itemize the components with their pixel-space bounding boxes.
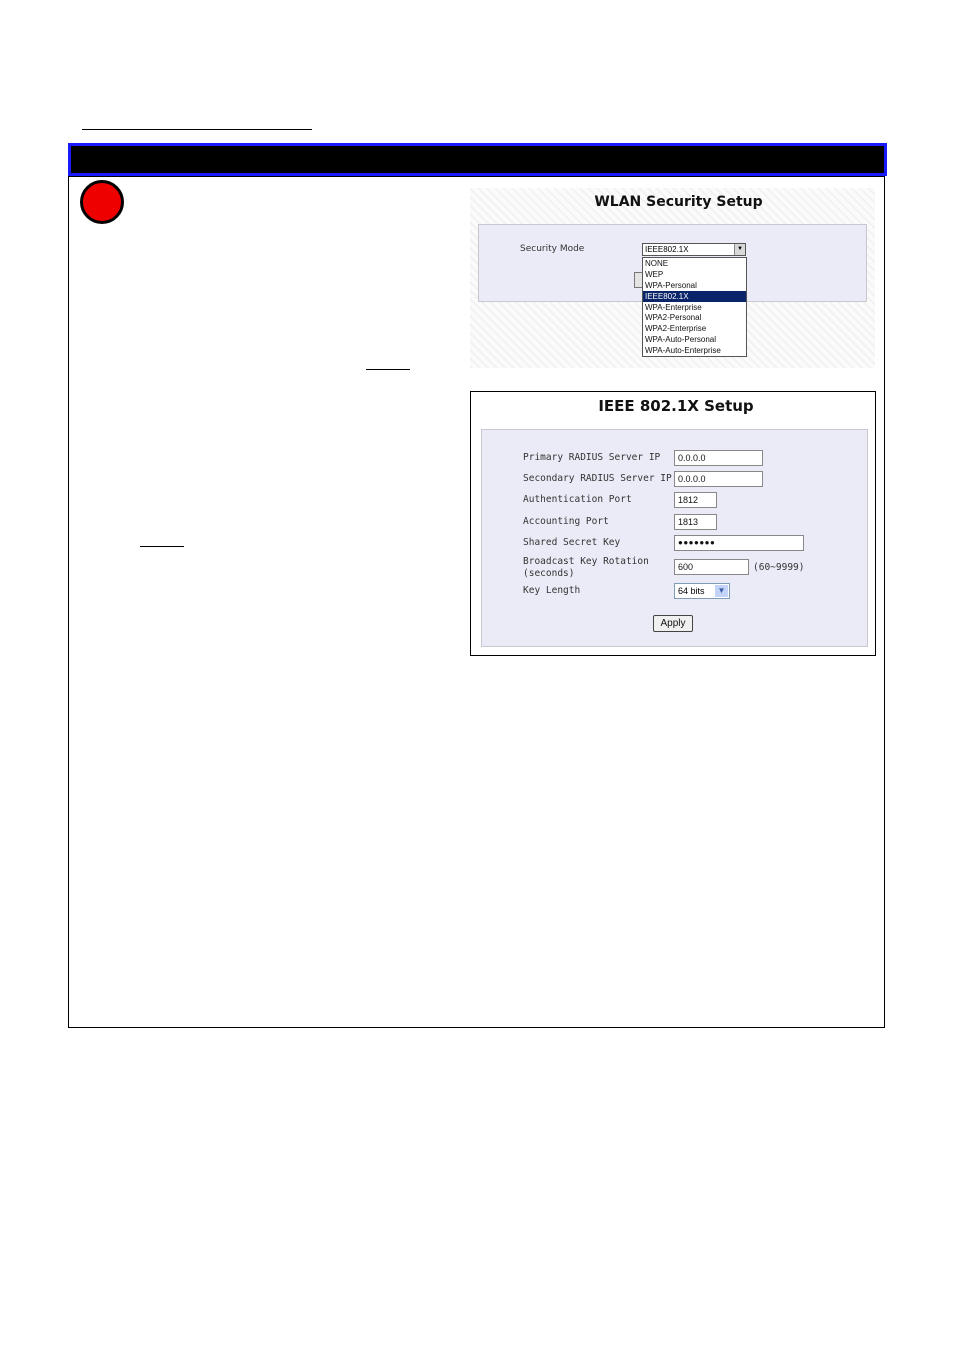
chevron-down-icon[interactable]: ▼ bbox=[715, 585, 728, 597]
option-wpa-auto-personal[interactable]: WPA-Auto-Personal bbox=[645, 335, 716, 345]
primary-radius-label: Primary RADIUS Server IP bbox=[523, 452, 661, 463]
key-length-label: Key Length bbox=[523, 585, 581, 596]
key-rotation-range: (60~9999) bbox=[753, 562, 805, 573]
acct-port-input[interactable]: 1813 bbox=[674, 514, 717, 530]
shared-secret-label: Shared Secret Key bbox=[523, 537, 621, 548]
underline-mark bbox=[366, 369, 410, 370]
top-rule bbox=[82, 129, 312, 130]
warning-dot-icon bbox=[80, 180, 124, 224]
key-rotation-label: Broadcast Key Rotation bbox=[523, 556, 649, 567]
option-ieee8021x[interactable]: IEEE802.1X bbox=[643, 291, 746, 302]
secondary-radius-input[interactable]: 0.0.0.0 bbox=[674, 471, 763, 487]
acct-port-label: Accounting Port bbox=[523, 516, 609, 527]
underline-mark bbox=[140, 546, 184, 547]
security-mode-options bbox=[642, 257, 747, 357]
secondary-radius-label: Secondary RADIUS Server IP bbox=[523, 473, 672, 484]
key-length-select[interactable] bbox=[674, 583, 730, 599]
security-mode-select[interactable] bbox=[642, 243, 746, 256]
security-mode-label: Security Mode bbox=[520, 244, 585, 254]
security-mode-value: IEEE802.1X bbox=[645, 245, 689, 254]
dropdown-arrow-icon[interactable]: ▼ bbox=[734, 244, 745, 255]
option-wep[interactable]: WEP bbox=[645, 269, 664, 279]
auth-port-input[interactable]: 1812 bbox=[674, 492, 717, 508]
ieee-title: IEEE 802.1X Setup bbox=[598, 397, 754, 415]
auth-port-label: Authentication Port bbox=[523, 494, 632, 505]
option-wpa-auto-enterprise[interactable]: WPA-Auto-Enterprise bbox=[645, 346, 721, 356]
option-wpa2-enterprise[interactable]: WPA2-Enterprise bbox=[645, 324, 707, 334]
primary-radius-input[interactable]: 0.0.0.0 bbox=[674, 450, 763, 466]
section-header-bar bbox=[68, 143, 887, 176]
option-none[interactable]: NONE bbox=[645, 259, 669, 268]
option-wpa-personal[interactable]: WPA-Personal bbox=[645, 280, 697, 290]
wlan-title: WLAN Security Setup bbox=[594, 194, 763, 210]
key-rotation-unit: (seconds) bbox=[523, 568, 575, 579]
apply-button[interactable]: Apply bbox=[653, 615, 693, 632]
option-wpa2-personal[interactable]: WPA2-Personal bbox=[645, 313, 702, 323]
shared-secret-input[interactable]: ●●●●●●● bbox=[674, 535, 804, 551]
key-rotation-input[interactable]: 600 bbox=[674, 559, 749, 575]
option-wpa-enterprise[interactable]: WPA-Enterprise bbox=[645, 302, 702, 312]
key-length-value: 64 bits bbox=[678, 586, 705, 596]
